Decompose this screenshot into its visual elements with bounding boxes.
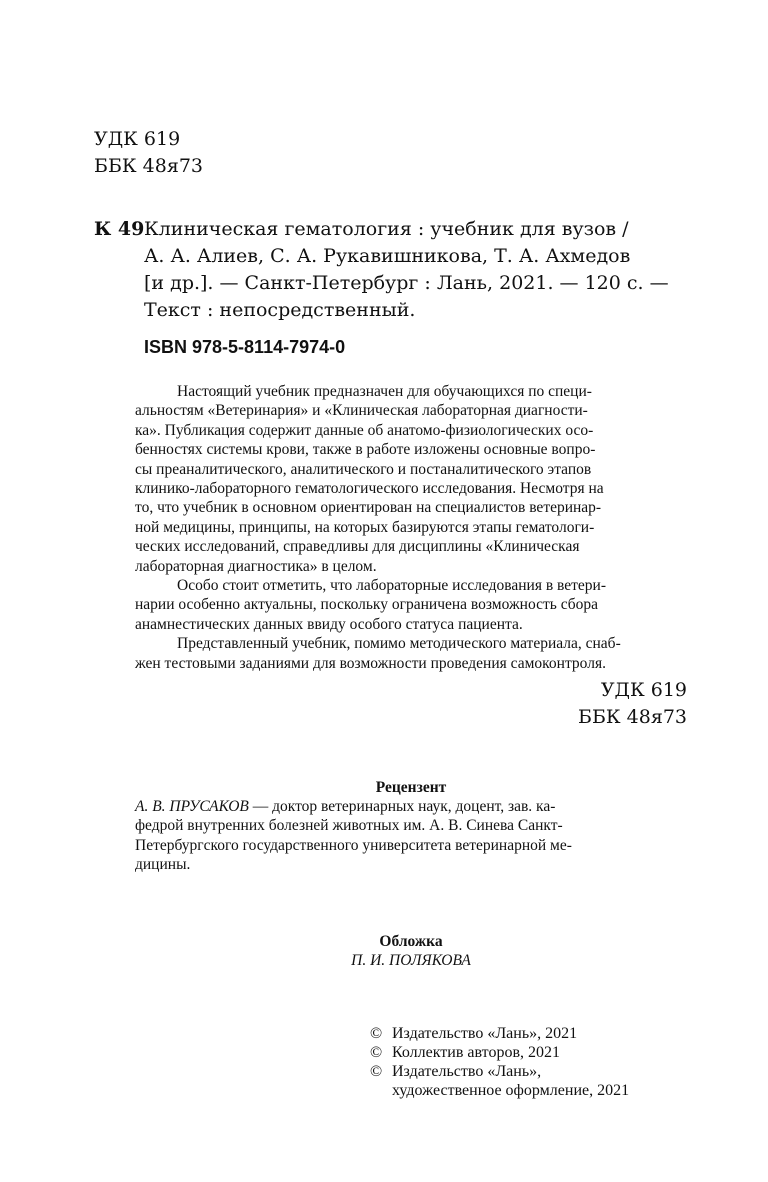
- abstract-line: клинико-лабораторного гематологического исследования. Несмотря на: [135, 480, 604, 498]
- copyright-line: [370, 1043, 629, 1062]
- abstract-line: Представленный учебник, помимо методического материала, снаб-: [177, 635, 621, 653]
- bbk-code: ББК 48я73: [94, 155, 204, 177]
- copyright-line: [370, 1062, 629, 1081]
- abstract-line: Настоящий учебник предназначен для обучающихся по специ-: [177, 383, 592, 400]
- reviewer-heading: Рецензент: [375, 779, 447, 796]
- catalog-description: [144, 216, 687, 324]
- copyright-block: [370, 1024, 629, 1100]
- classification-repeat: [450, 677, 687, 731]
- abstract-line: жен тестовыми заданиями для возможности проведения самоконтроля.: [135, 654, 606, 672]
- copyright-continuation: художественное оформление, 2021: [392, 1082, 630, 1099]
- copyright-line: [370, 1024, 629, 1043]
- abstract-line: анамнестических данных ввиду особого статуса пациента.: [135, 615, 523, 633]
- abstract-line: нарии особенно актуальны, поскольку ограничена возможность сбора: [135, 596, 599, 614]
- reviewer-text: [135, 797, 687, 875]
- abstract-line: альностям «Ветеринария» и «Клиническая лабораторная диагности-: [135, 402, 588, 420]
- catalog-line: Клиническая гематология : учебник для вузов /: [144, 218, 629, 240]
- catalog-code: К 49: [94, 218, 145, 240]
- copyright-symbol: ©: [370, 1025, 383, 1042]
- copyright-text: Издательство «Лань»,: [392, 1063, 542, 1080]
- abstract: [135, 382, 687, 673]
- abstract-line: Особо стоит отметить, что лабораторные исследования в ветери-: [177, 577, 606, 595]
- cover-heading: Обложка: [379, 933, 443, 950]
- udk-code: УДК 619: [600, 679, 687, 701]
- copyright-text: Издательство «Лань», 2021: [392, 1025, 578, 1042]
- catalog-line: Текст : непосредственный.: [144, 299, 416, 321]
- bbk-code: ББК 48я73: [577, 706, 687, 728]
- copyright-symbol: ©: [370, 1044, 383, 1061]
- reviewer-line: федрой внутренних болезней животных им. А. В. Синева Санкт-: [135, 817, 563, 835]
- abstract-line: ческих исследований, справедливы для дисциплины «Клиническая: [135, 538, 580, 556]
- abstract-line: то, что учебник в основном ориентирован на специалистов ветеринар-: [135, 499, 602, 517]
- catalog-line: А. А. Алиев, С. А. Рукавишникова, Т. А. Ахмедов: [144, 245, 631, 267]
- copyright-line: [370, 1081, 629, 1100]
- reviewer-line: Петербургского государственного университета ветеринарной ме-: [135, 836, 572, 854]
- abstract-line: лабораторная диагностика» в целом.: [135, 557, 377, 575]
- classification-block: [94, 126, 203, 180]
- copyright-text: Коллектив авторов, 2021: [392, 1044, 560, 1061]
- catalog-line: [и др.]. — Санкт-Петербург : Лань, 2021. — 120 с. —: [144, 272, 669, 294]
- reviewer-name: А. В. ПРУСАКОВ: [135, 798, 249, 815]
- abstract-line: ка». Публикация содержит данные об анатомо-физиологических осо-: [135, 421, 594, 439]
- abstract-line: бенностях системы крови, также в работе изложены основные вопро-: [135, 441, 596, 459]
- abstract-line: ной медицины, принципы, на которых базируются этапы гематологи-: [135, 518, 595, 536]
- copyright-symbol: ©: [370, 1063, 383, 1080]
- udk-code: УДК 619: [94, 128, 181, 150]
- abstract-line: сы преаналитического, аналитического и постаналитического этапов: [135, 460, 592, 478]
- reviewer-line: — доктор ветеринарных наук, доцент, зав. ка-: [248, 798, 556, 815]
- cover-designer: П. И. ПОЛЯКОВА: [351, 952, 471, 969]
- isbn: ISBN 978-5-8114-7974-0: [144, 337, 346, 357]
- reviewer-line: дицины.: [135, 856, 191, 874]
